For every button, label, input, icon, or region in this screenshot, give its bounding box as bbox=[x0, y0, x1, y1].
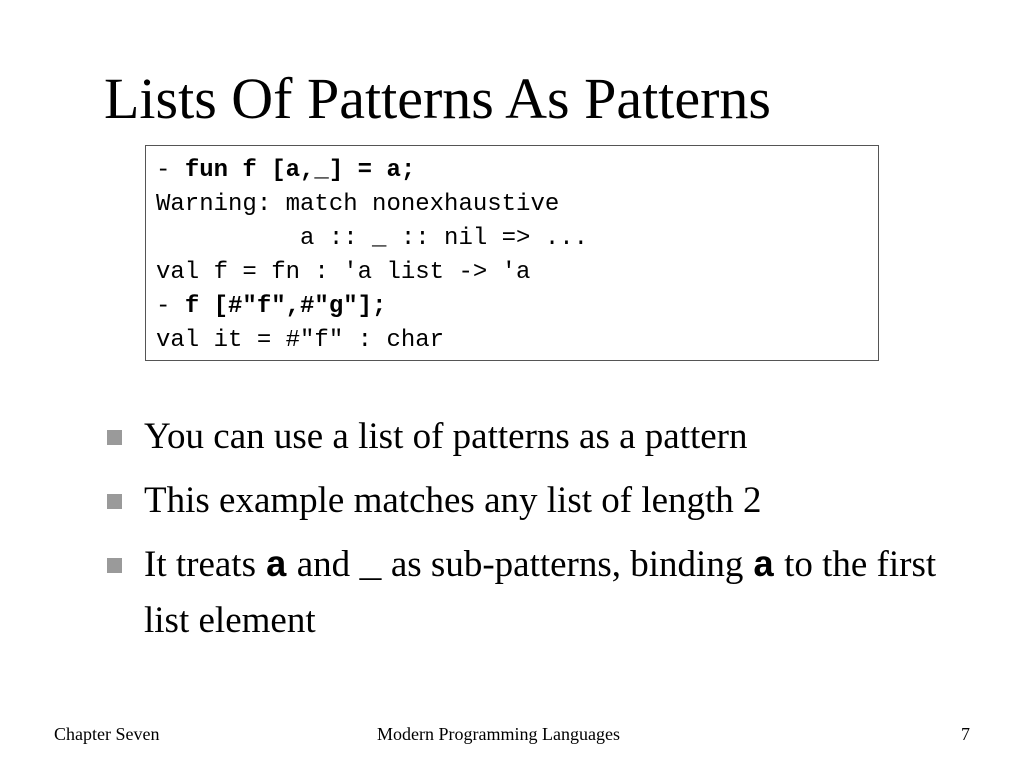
inline-code: a bbox=[265, 546, 288, 588]
bullet-text-part: and bbox=[287, 544, 360, 585]
bullet-text-part: to the first list element bbox=[144, 544, 937, 641]
code-line-5 bbox=[156, 290, 878, 324]
code-block bbox=[145, 145, 879, 361]
inline-code: _ bbox=[359, 546, 382, 588]
code-prompt: - bbox=[156, 293, 185, 320]
code-input: f [#"f",#"g"]; bbox=[184, 293, 387, 320]
bullet-item-3 bbox=[104, 538, 964, 648]
slide-title: Lists Of Patterns As Patterns bbox=[104, 66, 771, 131]
bullet-item-2 bbox=[104, 474, 964, 528]
bullet-item-1 bbox=[104, 410, 964, 464]
bullet-text: This example matches any list of length 2 bbox=[144, 480, 762, 521]
code-output: Warning: match nonexhaustive bbox=[156, 191, 560, 218]
square-bullet-icon bbox=[107, 494, 122, 509]
code-prompt: - bbox=[156, 157, 185, 184]
code-output: val it = #"f" : char bbox=[156, 327, 445, 354]
code-output: a :: _ :: nil => ... bbox=[156, 225, 589, 252]
inline-code: a bbox=[752, 546, 775, 588]
bullet-text: You can use a list of patterns as a pattern bbox=[144, 416, 748, 457]
bullet-text-part: It treats bbox=[144, 544, 266, 585]
code-line-2 bbox=[156, 188, 878, 222]
square-bullet-icon bbox=[107, 558, 122, 573]
code-line-3 bbox=[156, 222, 878, 256]
bullet-text bbox=[144, 544, 936, 641]
code-line-4 bbox=[156, 256, 878, 290]
page-number: 7 bbox=[961, 724, 970, 744]
bullet-list bbox=[104, 410, 964, 658]
square-bullet-icon bbox=[107, 430, 122, 445]
code-input: fun f [a,_] = a; bbox=[184, 157, 416, 184]
code-line-6 bbox=[156, 324, 878, 358]
code-output: val f = fn : 'a list -> 'a bbox=[156, 259, 531, 286]
bullet-text-part: as sub-patterns, binding bbox=[381, 544, 753, 585]
footer-course: Modern Programming Languages bbox=[377, 724, 620, 744]
footer-chapter: Chapter Seven bbox=[54, 724, 160, 744]
code-line-1 bbox=[156, 154, 878, 188]
